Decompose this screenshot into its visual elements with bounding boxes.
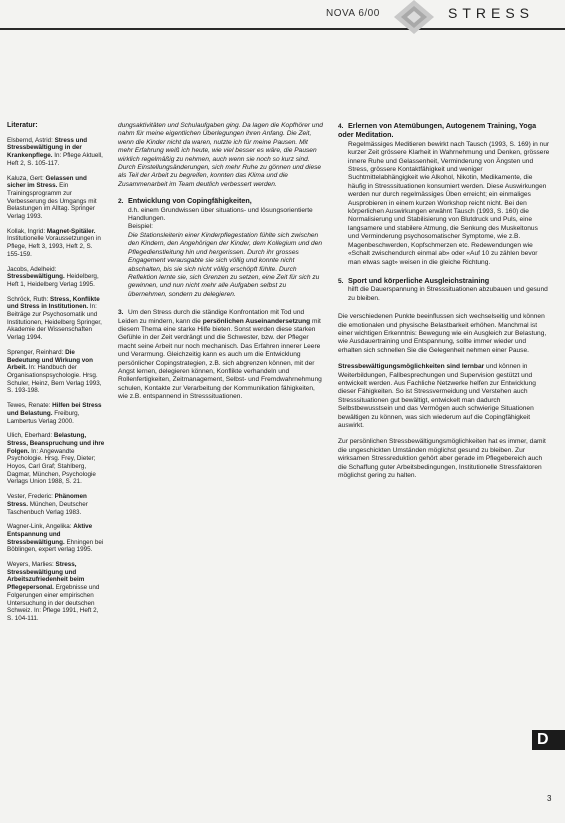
literature-details: In: Angewandte Psychologie. Hrsg. Frey, Dieter; Hoyos, Carl Graf; Stahlberg, Dagmar, München, Psychologie Verlags Union 1988, S. 21.	[7, 447, 96, 486]
literature-author: Weyers, Marlies:	[7, 561, 54, 569]
literature-details: In: Handbuch der Organisationspsychologie. Hrsg. Schuler, Heinz, Bern Verlag 1993, S. 193-198.	[7, 364, 102, 395]
item-4-title: Erlernen von Atemübungen, Autogenem Training, Yoga oder Meditation.	[338, 121, 537, 140]
literature-entry	[7, 493, 105, 516]
literature-author: Ulich, Eberhard:	[7, 432, 53, 440]
section-title: STRESS	[448, 5, 535, 21]
literature-entry	[7, 137, 105, 168]
literature-author: Kollak, Ingrid:	[7, 227, 46, 235]
literature-author: Wagner-Link, Angelika:	[7, 523, 72, 531]
literature-details: In: Beiträge zur Psychosomatik und Institutionen, Heidelberg Springer, Akademie der Wissenschaften Verlag 1994.	[7, 303, 102, 342]
literature-author: Jacobs, Adelheid:	[7, 265, 57, 273]
literature-details: Institutionelle Voraussetzungen in Pflege, Heft 3, 1993, Heft 2, S. 155-159.	[7, 235, 101, 258]
item-5-number: 5.	[338, 277, 344, 285]
literature-entry	[7, 523, 105, 554]
item-3-bold: persönlichen Auseinandersetzung	[202, 317, 311, 325]
literature-entry	[7, 296, 105, 342]
literature-column	[7, 122, 105, 630]
literature-list	[7, 137, 105, 623]
paragraph-1: Die verschiedenen Punkte beeinflussen sich wechselseitig und können die emotionalen und physische Belastbarkeit erhöhen. Manchmal ist einer wichtigen Erkenntnis: Bewegung wie ein Ausgleich zur Belastung, wie Ausdauertraining und Entspannung, sollte immer wieder und erhalten sich schnellen Sie die Gelegenheit nehmen einer Pause.	[338, 313, 547, 354]
literature-details: München, Deutscher Taschenbuch Verlag 1983.	[7, 500, 88, 516]
literature-author: Tewes, Renate:	[7, 402, 51, 410]
literature-entry	[7, 266, 105, 289]
item-5-title: Sport und körperliche Ausgleichstraining	[348, 275, 490, 285]
literature-entry	[7, 432, 105, 486]
literature-title: Hilfen bei Stress und Belastung.	[7, 402, 102, 417]
literature-details: Ein Trainingsprogramm zur Verbesserung des Umgangs mit Belastungen im Alltag. Springer Verlag 1993.	[7, 182, 97, 221]
paragraph-3: Zur persönlichen Stressbewältigungsmöglichkeiten hat es immer, damit die ungeschickten Umständen möglichst gesund zu bleiben. Zur wirksamen Stressreduktion gehört aber gerade im Pflegebereich auch die Schaffung guter Arbeitsbedingungen, Institutionelle Stressfaktoren möglichst gering zu halten.	[338, 438, 546, 480]
page-number: 3	[547, 794, 552, 803]
literature-entry	[7, 402, 105, 425]
literature-entry	[7, 561, 105, 623]
literature-title: Stress und Stressbewältigung in der Krankenpflege.	[7, 136, 88, 160]
item-2-example-label: Beispiel:	[128, 223, 153, 231]
header-rule	[0, 28, 565, 30]
literature-author: Vester, Frederic:	[7, 493, 53, 501]
item-4	[338, 122, 550, 267]
item-5-text: hilft die Dauerspannung in Stresssituationen abzubauen und gesund zu bleiben.	[348, 286, 548, 302]
item-2-title: Entwicklung von Copingfähigkeiten,	[128, 196, 252, 206]
literature-title: Stress, Konflikte und Stress in Institutionen.	[7, 295, 100, 311]
literature-author: Elsbernd, Astrid:	[7, 136, 53, 144]
diamond-logo-icon	[394, 0, 434, 34]
literature-heading: Literatur:	[7, 122, 38, 129]
item-3-text-after: mit diesem Thema eine starke Hilfe bieten. Sonst werden diese starken Gefühle in der Zeit verdrängt und die Schwester, bzw. der Pfleger macht seine Arbeit nur noch mechanisch. Das Erfahren innerer Leere und Verarmung. Gleichzeitig kann es auch um die Entwicklung persönlicher Copingstrategien, z.B. sich abgrenzen können, mit der Angst lernen, delegieren können, Konflikte verhandeln und Rollenfertigkeiten, Zeitmanagement, Selbst- und Fremdwahrnehmung schulen, Kontakte zur Verarbeitung der Kommunikation fähigkeiten, wie z.B. entspannend in Stresssituationen.	[118, 317, 322, 401]
side-tab-marker: D	[532, 730, 565, 750]
item-2-text: d.h. einem Grundwissen über situations- und lösungsorientierte Handlungen.	[128, 206, 313, 223]
literature-details: Ehningen bei Böblingen, expert verlag 1995.	[7, 538, 104, 554]
literature-title: Stress, Stressbewältigung und Arbeitszufriedenheit beim Pflegepersonal.	[7, 561, 85, 592]
item-4-number: 4.	[338, 123, 344, 130]
item-2-example: Die Stationsleiterin einer Kinderpflegestation fühlte sich zwischen den Kindern, den Angehörigen der Kinder, dem Kollegium und den Pflegedienstleitung hin und hergerissen. Durch ihr grosses Engagement verausgabte sie sich völlig und konnte nicht abschalten, bis sie sich nicht völlig erschöpft fühlte. Durch Reflektion lernte sie, sich Grenzen zu setzen, eine Zeit für sich zu gewinnen, und nun nicht mehr alle Aufgaben selbst zu übernehmen, sondern zu delegieren.	[128, 231, 323, 298]
literature-details: In: Pflege Aktuell, Heft 2, S. 105-117.	[7, 152, 103, 167]
literature-details: Heidelberg, Heft 1, Heidelberg Verlag 1995.	[7, 273, 99, 288]
item-4-text: Regelmässiges Meditieren bewirkt nach Tausch (1993, S. 169) in nur kurzer Zeit grössere Klarheit in Wahrnehmung und Denken, grössere innere Ruhe und Gelassenheit, Verminderung von Ängsten und Stress, grössere Kontaktfähigkeit und weniger Suchtmittelabhängigkeit wie Alkohol, Nikotin, Medikamente, die häufig in Stresssituationen konsumiert werden. Diese Auswirkungen werden nur durch regelmässiges Üben erreicht; ein einmaliges Ausprobieren in einem kurzen Workshop reicht nicht. Bei den körperlichen Auswirkungen erwähnt Tausch (1993, S. 160) die Normalisierung und Stabilisierung von Blutdruck und Puls, eine langsamere und stabilere Atmung, die Senkung des Muskeltonus und Verminderung psychosomatischer Symptome, wie z.B. Magenbeschwerden, Kopfschmerzen etc. Redewendungen wie «Schalt zwischendurch einmal ab» oder «Auf 10 zu zählen bevor man etwas sagt» weisen in die gleiche Richtung.	[348, 140, 550, 266]
literature-details: Ergebnisse und Folgerungen einer empirischen Untersuchung in der deutschen Schweiz. In: Pflege 1991, Heft 2, S. 104-111.	[7, 584, 100, 622]
right-column	[338, 122, 550, 488]
paragraph-2-text: und können in Weiterbildungen, Fallbesprechungen und Supervision gestützt und entwickelt werden. Aus Fachliche Netzwerke helfen zur Entwicklung dieser Fähigkeiten. So ist Stressvermeidung und Verstehen auch Stresssituationen gut bewältigt, entwickelt man dadurch Selbstbewusstsein und das Vermögen auch schwierige Situationen bewältigen zu können, was sich wiederum auf die Copingfähigkeit auswirkt.	[338, 363, 536, 429]
literature-title: Belastung, Stress, Beanspruchung und ihre Folgen.	[7, 432, 105, 455]
paragraph-2	[338, 363, 550, 430]
paragraph-2-bold: Stressbewältigungsmöglichkeiten sind lernbar	[338, 363, 485, 371]
item-5	[338, 277, 550, 303]
literature-author: Kaluza, Gert:	[7, 174, 44, 182]
middle-column	[118, 122, 324, 412]
item-3	[118, 309, 324, 401]
continued-paragraph: dungsaktivitäten und Schulaufgaben ging. Da lagen die Kopfhörer und nahm für meine eigentlichen Überlegungen ihren Anfang. Die Zeit, wenn die Kinder nicht da waren, nutzte ich für meine Pausen. Mit mehr Erfahrung weiß ich heute, wie viel besser es wäre, die Pausen wirklich regelmäßig zu nehmen, auch wenn sie noch so kurz sind. Durch Einstellungsänderungen, sich mehr Ruhe zu gönnen und diese als Teil der Arbeit zu begreifen, konnten das Klima und die Zusammenarbeit im Team deutlich verbessert werden.	[118, 122, 323, 188]
item-2	[118, 197, 324, 299]
literature-entry	[7, 349, 105, 395]
literature-author: Schröck, Ruth:	[7, 295, 49, 303]
item-3-text-before: Um den Stress durch die ständige Konfrontation mit Tod und Leiden zu mindern, kann die	[118, 309, 305, 325]
literature-author: Sprenger, Reinhard:	[7, 348, 64, 356]
item-2-number: 2.	[118, 198, 124, 206]
literature-title: Die Bedeutung und Wirkung von Arbeit.	[7, 348, 93, 372]
literature-title: Stressbewältigung.	[7, 273, 65, 281]
item-3-number: 3.	[118, 309, 124, 317]
literature-details: Freiburg, Lambertus Verlag 2000.	[7, 409, 80, 425]
literature-title: Aktive Entspannung und Stressbewältigung.	[7, 523, 93, 546]
literature-title: Gelassen und sicher im Stress.	[7, 174, 87, 190]
literature-title: Magnet-Spitäler.	[46, 227, 96, 235]
literature-entry	[7, 228, 105, 259]
literature-title: Phänomen Stress.	[7, 493, 87, 508]
issue-label: NOVA 6/00	[326, 8, 380, 19]
literature-entry	[7, 175, 105, 221]
